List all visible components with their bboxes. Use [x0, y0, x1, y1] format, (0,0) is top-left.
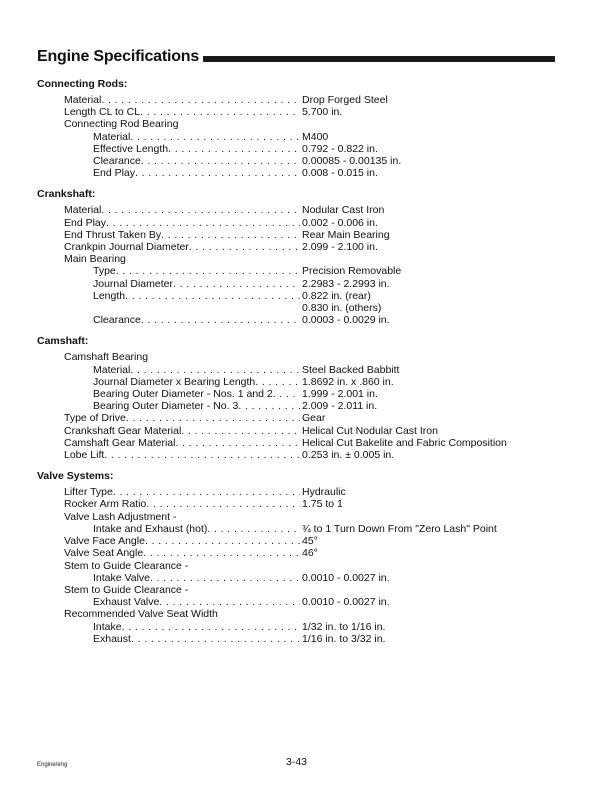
spec-value: M400 [302, 130, 329, 143]
spec-section [37, 78, 577, 179]
spec-row [37, 437, 577, 449]
leader-dots [140, 106, 300, 118]
spec-label: Crankpin Journal Diameter [64, 241, 189, 254]
leader-dots [238, 400, 300, 412]
spec-value: Helical Cut Bakelite and Fabric Composition [302, 436, 507, 449]
leader-dots [141, 155, 300, 167]
spec-label: Connecting Rod Bearing [64, 118, 179, 131]
spec-value: ¾ to 1 Turn Down From "Zero Lash" Point [302, 522, 497, 535]
leader-dots [130, 364, 300, 376]
spec-value: 2.099 - 2.100 in. [302, 241, 378, 254]
spec-row [37, 155, 577, 167]
spec-row [37, 204, 577, 216]
spec-row [37, 449, 577, 461]
spec-row [37, 584, 577, 596]
leader-dots [189, 241, 300, 253]
spec-label: Length [93, 289, 126, 302]
spec-label: Type of Drive [64, 412, 126, 425]
spec-label: Length CL to CL [64, 106, 141, 119]
leader-dots [126, 412, 300, 424]
spec-value: 1/16 in. to 3/32 in. [302, 632, 386, 645]
leader-dots [150, 572, 300, 584]
spec-row [37, 560, 577, 572]
spec-label: Intake and Exhaust (hot) [93, 522, 208, 535]
spec-label: Effective Length [93, 142, 169, 155]
spec-label: Material [64, 204, 102, 217]
title-row [37, 46, 555, 68]
spec-label: Bearing Outer Diameter - Nos. 1 and 2 [93, 388, 273, 401]
spec-label: Exhaust Valve [93, 596, 160, 609]
spec-label: Material [93, 363, 131, 376]
spec-value: 45° [302, 535, 318, 548]
spec-value: 0.008 - 0.015 in. [302, 167, 378, 180]
spec-row [37, 302, 577, 314]
title-rule [203, 56, 555, 62]
spec-value: Gear [302, 412, 326, 425]
spec-value: 5.700 in. [302, 106, 343, 119]
spec-value: Hydraulic [302, 486, 346, 499]
spec-label: Rocker Arm Ratio [64, 498, 147, 511]
spec-row [37, 217, 577, 229]
spec-label: Lifter Type [64, 486, 113, 499]
leader-dots [125, 290, 300, 302]
page-title: Engine Specifications [37, 48, 200, 65]
spec-value: 0.0003 - 0.0029 in. [302, 314, 390, 327]
leader-dots [207, 523, 300, 535]
spec-label: Clearance [93, 155, 141, 168]
spec-row [37, 106, 577, 118]
spec-content [37, 78, 577, 654]
spec-row [37, 572, 577, 584]
spec-label: Valve Lash Adjustment - [64, 510, 177, 523]
spec-row [37, 290, 577, 302]
spec-label: Camshaft Gear Material [64, 436, 176, 449]
spec-value: 1.8692 in. x .860 in. [302, 375, 394, 388]
section-heading: Connecting Rods: [37, 78, 128, 90]
leader-dots [101, 94, 300, 106]
spec-value: 0.00085 - 0.00135 in. [302, 155, 402, 168]
spec-value: Rear Main Bearing [302, 228, 390, 241]
spec-row [37, 118, 577, 130]
leader-dots [141, 314, 300, 326]
spec-label: Material [93, 130, 131, 143]
leader-dots [122, 621, 300, 633]
spec-label: Intake Valve [93, 571, 151, 584]
spec-label: Journal Diameter [93, 277, 173, 290]
spec-value: 0.792 - 0.822 in. [302, 142, 378, 155]
spec-row [37, 314, 577, 326]
page-number: 3-43 [286, 756, 308, 768]
spec-value: Nodular Cast Iron [302, 204, 385, 217]
spec-label: Intake [93, 620, 122, 633]
spec-label: End Play [64, 216, 107, 229]
spec-row [37, 486, 577, 498]
spec-row [37, 547, 577, 559]
leader-dots [168, 143, 300, 155]
spec-row [37, 608, 577, 620]
leader-dots [145, 535, 300, 547]
leader-dots [131, 633, 300, 645]
spec-label: Material [64, 94, 102, 106]
spec-label: Recommended Valve Seat Width [64, 608, 218, 621]
spec-label: Type [93, 265, 116, 278]
spec-label: Valve Face Angle [64, 535, 145, 548]
spec-value: 1/32 in. to 1/16 in. [302, 620, 386, 633]
spec-row [37, 143, 577, 155]
spec-row [37, 535, 577, 547]
spec-row [37, 388, 577, 400]
spec-label: Bearing Outer Diameter - No. 3 [93, 400, 239, 413]
spec-section [37, 188, 577, 326]
spec-value: Precision Removable [302, 265, 402, 278]
spec-label: Stem to Guide Clearance - [64, 559, 189, 572]
leader-dots [113, 486, 300, 498]
leader-dots [146, 498, 300, 510]
spec-row [37, 400, 577, 412]
spec-row [37, 633, 577, 645]
spec-row [37, 425, 577, 437]
leader-dots [255, 376, 300, 388]
leader-dots [173, 278, 300, 290]
spec-value: 0.002 - 0.006 in. [302, 216, 378, 229]
spec-row [37, 351, 577, 363]
spec-row [37, 241, 577, 253]
spec-value: Helical Cut Nodular Cast Iron [302, 424, 438, 437]
spec-row [37, 265, 577, 277]
spec-label: Stem to Guide Clearance - [64, 583, 189, 596]
spec-value: Drop Forged Steel [302, 94, 388, 106]
spec-value: 1.75 to 1 [302, 498, 343, 511]
spec-label: Clearance [93, 314, 141, 327]
leader-dots [175, 437, 300, 449]
leader-dots [161, 229, 300, 241]
spec-row [37, 167, 577, 179]
spec-row [37, 94, 577, 106]
spec-row [37, 229, 577, 241]
leader-dots [101, 204, 300, 216]
spec-row [37, 596, 577, 608]
spec-label: Journal Diameter x Bearing Length [93, 375, 256, 388]
leader-dots [143, 547, 300, 559]
spec-value: 2.2983 - 2.2993 in. [302, 277, 390, 290]
leader-dots [273, 388, 300, 400]
spec-row [37, 498, 577, 510]
spec-value: 2.009 - 2.011 in. [302, 400, 378, 413]
spec-row [37, 131, 577, 143]
spec-label: End Thrust Taken By [64, 228, 162, 241]
spec-section [37, 470, 577, 645]
spec-value: 0.822 in. (rear) [302, 289, 371, 302]
leader-dots [106, 217, 300, 229]
spec-label: Lobe Lift [64, 449, 105, 462]
spec-label: Exhaust [93, 632, 131, 645]
spec-row [37, 364, 577, 376]
spec-row [37, 523, 577, 535]
section-heading: Camshaft: [37, 335, 89, 348]
spec-value: Steel Backed Babbitt [302, 363, 400, 376]
spec-row [37, 511, 577, 523]
spec-row [37, 278, 577, 290]
spec-section [37, 335, 577, 461]
spec-value: 0.830 in. (others) [302, 302, 382, 315]
leader-dots [135, 167, 300, 179]
spec-label: Camshaft Bearing [64, 351, 149, 364]
spec-row [37, 621, 577, 633]
spec-row [37, 253, 577, 265]
spec-label: End Play [93, 167, 136, 180]
spec-label: Crankshaft Gear Material [64, 424, 182, 437]
spec-label: Main Bearing [64, 253, 126, 266]
spec-value: 0.0010 - 0.0027 in. [302, 571, 390, 584]
spec-value: 0.253 in. ± 0.005 in. [302, 449, 395, 462]
leader-dots [130, 131, 300, 143]
spec-row [37, 412, 577, 424]
spec-row [37, 376, 577, 388]
section-heading: Valve Systems: [37, 470, 114, 483]
section-heading: Crankshaft: [37, 188, 96, 201]
footer-doc-code: Engine/eng [37, 762, 68, 768]
leader-dots [159, 596, 300, 608]
leader-dots [181, 425, 300, 437]
spec-value: 0.0010 - 0.0027 in. [302, 596, 390, 609]
leader-dots [104, 449, 300, 461]
spec-label: Valve Seat Angle [64, 547, 144, 560]
spec-value: 1.999 - 2.001 in. [302, 388, 378, 401]
leader-dots [116, 265, 300, 277]
spec-value: 46° [302, 547, 318, 560]
